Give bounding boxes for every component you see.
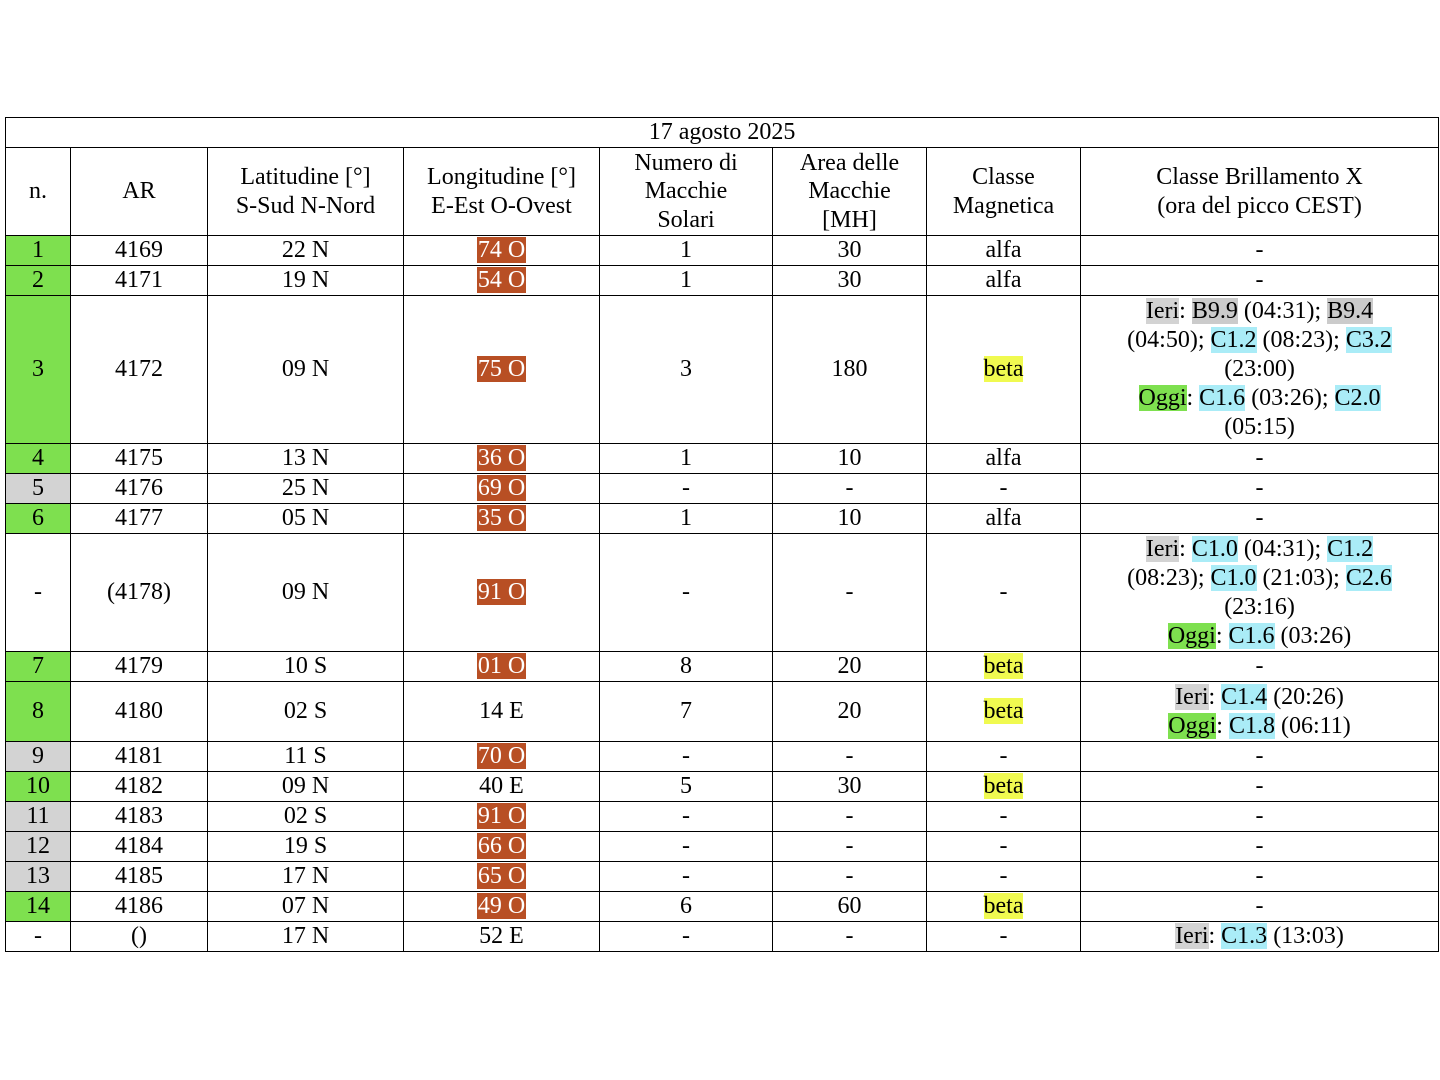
longitude-value: 91 O — [477, 579, 526, 605]
flare-class-tag: C2.0 — [1334, 385, 1381, 411]
flare-text: - — [1255, 893, 1264, 919]
flare-text: : — [1208, 923, 1222, 949]
cell-ar: 4184 — [71, 832, 208, 862]
header-spot-count-line3: Solari — [657, 206, 715, 233]
flare-line — [1081, 802, 1438, 831]
cell-ar: 4186 — [71, 892, 208, 922]
cell-latitude: 17 N — [208, 862, 404, 892]
flare-line — [1081, 652, 1438, 681]
cell-spot-area: - — [773, 862, 927, 892]
header-flare-class-line2: (ora del picco CEST) — [1157, 192, 1362, 219]
cell-number: 14 — [6, 892, 71, 922]
cell-ar: 4179 — [71, 652, 208, 682]
cell-spot-area: - — [773, 534, 927, 652]
cell-spot-count: - — [600, 922, 773, 952]
flare-text: - — [1255, 445, 1264, 471]
magnetic-class-value: - — [999, 475, 1008, 501]
cell-ar: 4172 — [71, 296, 208, 444]
cell-latitude: 11 S — [208, 742, 404, 772]
cell-flare-class — [1081, 652, 1439, 682]
magnetic-class-value: beta — [983, 698, 1024, 724]
cell-spot-area: - — [773, 832, 927, 862]
header-latitude-line2: S-Sud N-Nord — [235, 192, 376, 219]
header-longitude — [404, 148, 600, 236]
cell-magnetic-class — [927, 296, 1081, 444]
cell-longitude — [404, 892, 600, 922]
cell-flare-class — [1081, 296, 1439, 444]
cell-latitude: 02 S — [208, 802, 404, 832]
flare-text: (06:11) — [1274, 712, 1351, 739]
cell-longitude — [404, 296, 600, 444]
cell-latitude: 09 N — [208, 296, 404, 444]
flare-text: (04:31); — [1237, 298, 1328, 324]
flare-class-tag: C1.2 — [1327, 535, 1374, 562]
flare-class-tag: C1.3 — [1221, 923, 1268, 949]
table-row — [6, 832, 1439, 862]
flare-text: - — [1255, 653, 1264, 679]
cell-spot-count: 8 — [600, 652, 773, 682]
cell-spot-count: 1 — [600, 236, 773, 266]
cell-ar: 4182 — [71, 772, 208, 802]
header-latitude-line1: Latitudine [°] — [240, 164, 371, 190]
table-body — [6, 236, 1439, 952]
flare-text: (08:23); — [1256, 327, 1346, 353]
flare-text: (21:03); — [1256, 564, 1346, 591]
cell-number: 1 — [6, 236, 71, 266]
cell-flare-class — [1081, 922, 1439, 952]
cell-spot-area: - — [773, 742, 927, 772]
cell-flare-class — [1081, 892, 1439, 922]
cell-latitude: 02 S — [208, 682, 404, 742]
cell-latitude: 19 N — [208, 266, 404, 296]
longitude-value: 69 O — [477, 475, 526, 501]
cell-spot-area: 20 — [773, 682, 927, 742]
cell-number: 11 — [6, 802, 71, 832]
cell-flare-class — [1081, 534, 1439, 652]
header-spot-area — [773, 148, 927, 236]
cell-magnetic-class — [927, 236, 1081, 266]
header-spot-count-line1: Numero di — [634, 149, 738, 176]
cell-ar: () — [71, 922, 208, 952]
flare-line — [1081, 622, 1438, 651]
sunspot-table — [5, 117, 1439, 952]
cell-latitude: 19 S — [208, 832, 404, 862]
table-row — [6, 504, 1439, 534]
cell-number: 4 — [6, 444, 71, 474]
flare-text: (04:31); — [1237, 535, 1328, 562]
flare-line — [1081, 266, 1438, 295]
cell-spot-count: - — [600, 742, 773, 772]
flare-class-tag: C1.0 — [1210, 564, 1257, 591]
cell-number: - — [6, 534, 71, 652]
magnetic-class-value: beta — [983, 773, 1024, 799]
cell-flare-class — [1081, 742, 1439, 772]
header-ar: AR — [71, 148, 208, 236]
longitude-value: 65 O — [477, 863, 526, 889]
flare-class-tag: C1.6 — [1228, 622, 1275, 649]
cell-longitude — [404, 862, 600, 892]
cell-magnetic-class — [927, 742, 1081, 772]
flare-text: : — [1208, 683, 1222, 710]
cell-number: 7 — [6, 652, 71, 682]
cell-spot-count: 7 — [600, 682, 773, 742]
cell-spot-count: 3 — [600, 296, 773, 444]
flare-class-tag: B9.9 — [1191, 298, 1238, 324]
flare-text: - — [1255, 803, 1264, 829]
flare-class-tag: C1.0 — [1191, 535, 1238, 562]
cell-latitude: 09 N — [208, 772, 404, 802]
cell-longitude — [404, 534, 600, 652]
flare-line — [1081, 862, 1438, 891]
table-row — [6, 652, 1439, 682]
cell-latitude: 10 S — [208, 652, 404, 682]
header-spot-area-line3: [MH] — [822, 206, 877, 233]
longitude-value: 14 E — [479, 698, 524, 724]
flare-class-tag: C1.6 — [1199, 385, 1246, 411]
header-flare-class — [1081, 148, 1439, 236]
cell-latitude: 07 N — [208, 892, 404, 922]
cell-ar: 4169 — [71, 236, 208, 266]
table-row — [6, 772, 1439, 802]
flare-line — [1081, 832, 1438, 861]
cell-flare-class — [1081, 444, 1439, 474]
header-spot-area-line2: Macchie — [808, 178, 891, 205]
cell-longitude — [404, 772, 600, 802]
cell-spot-count: - — [600, 474, 773, 504]
cell-number: 5 — [6, 474, 71, 504]
cell-magnetic-class — [927, 266, 1081, 296]
cell-longitude — [404, 832, 600, 862]
cell-longitude — [404, 922, 600, 952]
magnetic-class-value: - — [999, 863, 1008, 889]
flare-text: : — [1215, 622, 1229, 649]
longitude-value: 01 O — [477, 653, 526, 679]
cell-magnetic-class — [927, 862, 1081, 892]
cell-latitude: 25 N — [208, 474, 404, 504]
cell-flare-class — [1081, 266, 1439, 296]
flare-line — [1081, 297, 1438, 326]
flare-text: (04:50); — [1127, 327, 1211, 353]
cell-spot-count: - — [600, 862, 773, 892]
cell-number: 12 — [6, 832, 71, 862]
flare-line — [1081, 683, 1438, 712]
cell-number: 8 — [6, 682, 71, 742]
magnetic-class-value: beta — [983, 653, 1024, 679]
flare-text: : — [1179, 535, 1192, 562]
magnetic-class-value: alfa — [985, 505, 1022, 531]
cell-latitude: 13 N — [208, 444, 404, 474]
cell-ar: 4181 — [71, 742, 208, 772]
cell-ar: 4177 — [71, 504, 208, 534]
flare-text: : — [1216, 712, 1229, 739]
cell-ar: 4180 — [71, 682, 208, 742]
cell-latitude: 22 N — [208, 236, 404, 266]
table-row — [6, 266, 1439, 296]
magnetic-class-value: alfa — [985, 237, 1022, 263]
flare-class-tag: B9.4 — [1327, 298, 1374, 324]
cell-ar: (4178) — [71, 534, 208, 652]
table-row — [6, 444, 1439, 474]
longitude-value: 36 O — [477, 445, 526, 471]
flare-line — [1081, 474, 1438, 503]
magnetic-class-value: - — [999, 833, 1008, 859]
cell-spot-count: 1 — [600, 266, 773, 296]
cell-longitude — [404, 236, 600, 266]
header-spot-count — [600, 148, 773, 236]
flare-text: (13:03) — [1267, 923, 1344, 949]
flare-line — [1081, 593, 1438, 622]
magnetic-class-value: - — [999, 803, 1008, 829]
flare-text: - — [1255, 743, 1264, 769]
flare-class-tag: C1.8 — [1228, 712, 1275, 739]
flare-line — [1081, 384, 1438, 413]
flare-text: (23:00) — [1224, 356, 1295, 382]
table-row — [6, 474, 1439, 504]
yesterday-label: Ieri — [1175, 683, 1209, 710]
flare-text: (05:15) — [1224, 414, 1295, 440]
table-row — [6, 802, 1439, 832]
cell-spot-count: 5 — [600, 772, 773, 802]
header-spot-count-line2: Macchie — [644, 178, 728, 205]
cell-magnetic-class — [927, 444, 1081, 474]
cell-spot-area: 30 — [773, 236, 927, 266]
cell-magnetic-class — [927, 832, 1081, 862]
magnetic-class-value: - — [999, 743, 1008, 769]
cell-spot-area: 180 — [773, 296, 927, 444]
cell-longitude — [404, 474, 600, 504]
flare-line — [1081, 413, 1438, 442]
flare-line — [1081, 564, 1438, 593]
flare-text: (03:26); — [1245, 385, 1335, 411]
header-longitude-line1: Longitudine [°] — [427, 164, 576, 190]
cell-magnetic-class — [927, 682, 1081, 742]
header-flare-class-line1: Classe Brillamento X — [1156, 164, 1363, 190]
flare-text: - — [1255, 237, 1264, 263]
table-row — [6, 892, 1439, 922]
magnetic-class-value: alfa — [985, 445, 1022, 471]
longitude-value: 54 O — [477, 267, 526, 293]
cell-longitude — [404, 742, 600, 772]
cell-flare-class — [1081, 832, 1439, 862]
flare-text: : — [1179, 298, 1192, 324]
cell-flare-class — [1081, 474, 1439, 504]
cell-spot-area: 20 — [773, 652, 927, 682]
cell-number: 3 — [6, 296, 71, 444]
cell-spot-area: - — [773, 802, 927, 832]
yesterday-label: Ieri — [1175, 923, 1209, 949]
flare-text: : — [1186, 385, 1200, 411]
yesterday-label: Ieri — [1145, 298, 1180, 324]
table-row — [6, 534, 1439, 652]
header-n: n. — [6, 148, 71, 236]
cell-flare-class — [1081, 802, 1439, 832]
flare-text: - — [1255, 863, 1264, 889]
longitude-value: 70 O — [477, 743, 526, 769]
cell-ar: 4175 — [71, 444, 208, 474]
cell-latitude: 05 N — [208, 504, 404, 534]
cell-flare-class — [1081, 236, 1439, 266]
cell-spot-count: 1 — [600, 504, 773, 534]
flare-class-tag: C2.6 — [1345, 564, 1392, 591]
flare-class-tag: C1.4 — [1221, 683, 1268, 710]
flare-line — [1081, 742, 1438, 771]
table-title: 17 agosto 2025 — [6, 118, 1439, 148]
table-row — [6, 682, 1439, 742]
header-magnetic-class-line1: Classe — [972, 164, 1035, 190]
cell-magnetic-class — [927, 504, 1081, 534]
cell-magnetic-class — [927, 652, 1081, 682]
cell-longitude — [404, 652, 600, 682]
cell-magnetic-class — [927, 474, 1081, 504]
flare-line — [1081, 922, 1438, 951]
flare-line — [1081, 355, 1438, 384]
cell-magnetic-class — [927, 892, 1081, 922]
longitude-value: 49 O — [477, 893, 526, 919]
table-row — [6, 236, 1439, 266]
today-label: Oggi — [1168, 712, 1217, 739]
flare-text: (08:23); — [1127, 564, 1211, 591]
flare-line — [1081, 326, 1438, 355]
flare-class-tag: C3.2 — [1345, 327, 1392, 353]
magnetic-class-value: beta — [983, 893, 1024, 919]
flare-line — [1081, 892, 1438, 921]
cell-number: 9 — [6, 742, 71, 772]
header-magnetic-class — [927, 148, 1081, 236]
cell-magnetic-class — [927, 802, 1081, 832]
cell-number: 6 — [6, 504, 71, 534]
flare-line — [1081, 772, 1438, 801]
cell-latitude: 17 N — [208, 922, 404, 952]
cell-flare-class — [1081, 862, 1439, 892]
cell-spot-area: 60 — [773, 892, 927, 922]
flare-text: - — [1255, 505, 1264, 531]
longitude-value: 35 O — [477, 505, 526, 531]
cell-ar: 4185 — [71, 862, 208, 892]
header-spot-area-line1: Area delle — [799, 149, 900, 176]
cell-number: - — [6, 922, 71, 952]
yesterday-label: Ieri — [1145, 535, 1180, 562]
cell-spot-area: 30 — [773, 266, 927, 296]
flare-class-tag: C1.2 — [1210, 327, 1257, 353]
longitude-value: 40 E — [479, 773, 524, 799]
cell-magnetic-class — [927, 534, 1081, 652]
table-row — [6, 862, 1439, 892]
cell-ar: 4176 — [71, 474, 208, 504]
flare-line — [1081, 535, 1438, 564]
flare-text: - — [1255, 833, 1264, 859]
flare-text: (23:16) — [1224, 593, 1295, 620]
cell-longitude — [404, 682, 600, 742]
cell-spot-area: 30 — [773, 772, 927, 802]
cell-spot-count: 1 — [600, 444, 773, 474]
longitude-value: 52 E — [479, 923, 524, 949]
flare-text: - — [1255, 475, 1264, 501]
cell-longitude — [404, 444, 600, 474]
cell-spot-area: 10 — [773, 444, 927, 474]
cell-magnetic-class — [927, 772, 1081, 802]
magnetic-class-value: beta — [983, 356, 1024, 382]
longitude-value: 75 O — [477, 356, 526, 382]
cell-spot-count: - — [600, 832, 773, 862]
table-row — [6, 742, 1439, 772]
cell-longitude — [404, 802, 600, 832]
magnetic-class-value: alfa — [985, 267, 1022, 293]
table-row — [6, 922, 1439, 952]
longitude-value: 66 O — [477, 833, 526, 859]
cell-ar: 4183 — [71, 802, 208, 832]
flare-text: - — [1255, 773, 1264, 799]
flare-line — [1081, 236, 1438, 265]
cell-spot-area: - — [773, 922, 927, 952]
longitude-value: 91 O — [477, 803, 526, 829]
flare-line — [1081, 504, 1438, 533]
cell-flare-class — [1081, 504, 1439, 534]
magnetic-class-value: - — [999, 579, 1008, 605]
today-label: Oggi — [1167, 622, 1216, 649]
cell-flare-class — [1081, 682, 1439, 742]
table-row — [6, 296, 1439, 444]
today-label: Oggi — [1138, 385, 1187, 411]
cell-number: 13 — [6, 862, 71, 892]
flare-line — [1081, 444, 1438, 473]
header-longitude-line2: E-Est O-Ovest — [431, 192, 572, 219]
cell-spot-area: - — [773, 474, 927, 504]
cell-flare-class — [1081, 772, 1439, 802]
flare-line — [1081, 712, 1438, 741]
header-latitude — [208, 148, 404, 236]
header-magnetic-class-line2: Magnetica — [952, 192, 1055, 219]
cell-number: 10 — [6, 772, 71, 802]
flare-text: (20:26) — [1267, 683, 1344, 710]
flare-text: (03:26) — [1274, 622, 1352, 649]
cell-latitude: 09 N — [208, 534, 404, 652]
cell-spot-count: - — [600, 534, 773, 652]
cell-spot-count: - — [600, 802, 773, 832]
cell-longitude — [404, 266, 600, 296]
cell-number: 2 — [6, 266, 71, 296]
longitude-value: 74 O — [477, 237, 526, 263]
cell-spot-area: 10 — [773, 504, 927, 534]
cell-ar: 4171 — [71, 266, 208, 296]
cell-magnetic-class — [927, 922, 1081, 952]
cell-spot-count: 6 — [600, 892, 773, 922]
flare-text: - — [1255, 267, 1264, 293]
magnetic-class-value: - — [999, 923, 1008, 949]
cell-longitude — [404, 504, 600, 534]
